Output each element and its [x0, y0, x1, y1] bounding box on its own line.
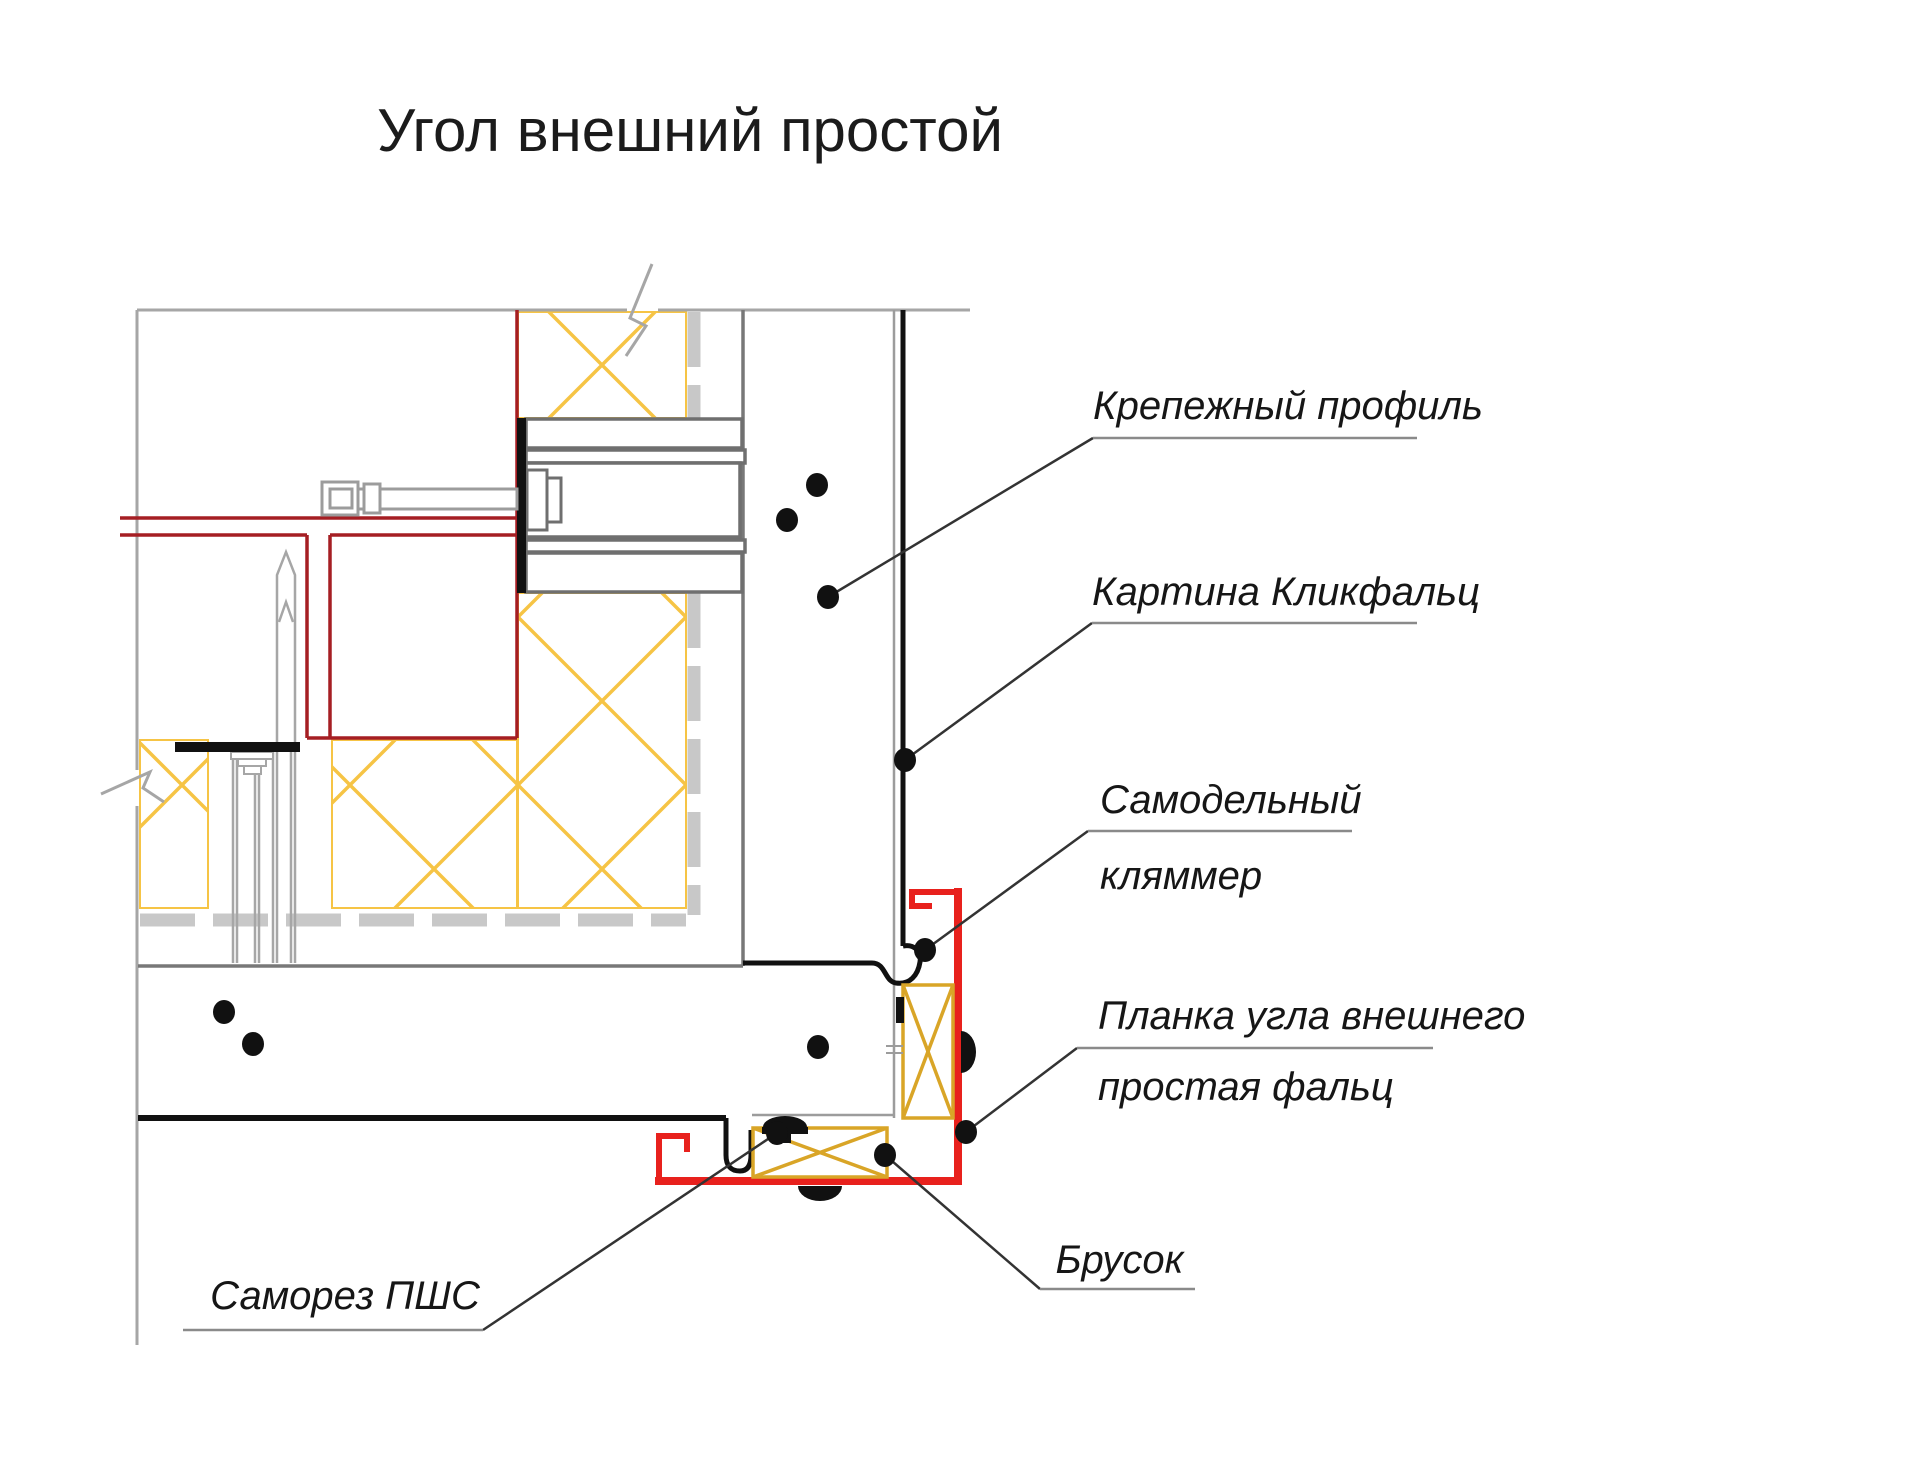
- callout-corner-plank-line2: простая фальц: [1098, 1065, 1394, 1109]
- side-screw-head: [961, 1031, 976, 1073]
- anchor-bolt: [322, 482, 517, 515]
- callout-screw: Саморез ПШС: [210, 1274, 480, 1318]
- stud-bay-top-plate: [175, 742, 300, 752]
- callout-clamp-line2: кляммер: [1100, 854, 1263, 898]
- vapor-barrier-lines: [120, 310, 517, 738]
- clamp-tail: [896, 997, 904, 1023]
- insulation-hatch: [140, 312, 686, 908]
- mounting-profile: [526, 419, 745, 592]
- page-title: Угол внешний простой: [377, 97, 1003, 164]
- corner-stud-bay: [231, 552, 295, 963]
- callout-click-seam-panel: Картина Кликфальц: [1092, 570, 1480, 614]
- callout-wood-block: Брусок: [1055, 1238, 1184, 1282]
- leader-mounting-profile: [828, 438, 1093, 597]
- corner-plank-left-hook: [659, 1136, 687, 1177]
- leader-corner-plank: [966, 1048, 1077, 1132]
- wood-blocks: [753, 985, 953, 1177]
- callout-corner-plank-line1: Планка угла внешнего: [1098, 994, 1526, 1038]
- callout-corner-plank: [1098, 996, 1525, 1138]
- standing-seam-fold: [726, 1118, 751, 1171]
- leader-screw: [483, 1133, 777, 1330]
- leader-click-seam-panel: [905, 623, 1092, 760]
- callout-clamp-line1: Самодельный: [1100, 778, 1362, 822]
- click-seam-panel-vertical: [743, 310, 920, 1118]
- bottom-screw-head: [798, 1186, 842, 1201]
- leader-wood-block: [885, 1155, 1040, 1289]
- callout-clamp: [1100, 780, 1362, 932]
- callout-mounting-profile: Крепежный профиль: [1093, 384, 1483, 428]
